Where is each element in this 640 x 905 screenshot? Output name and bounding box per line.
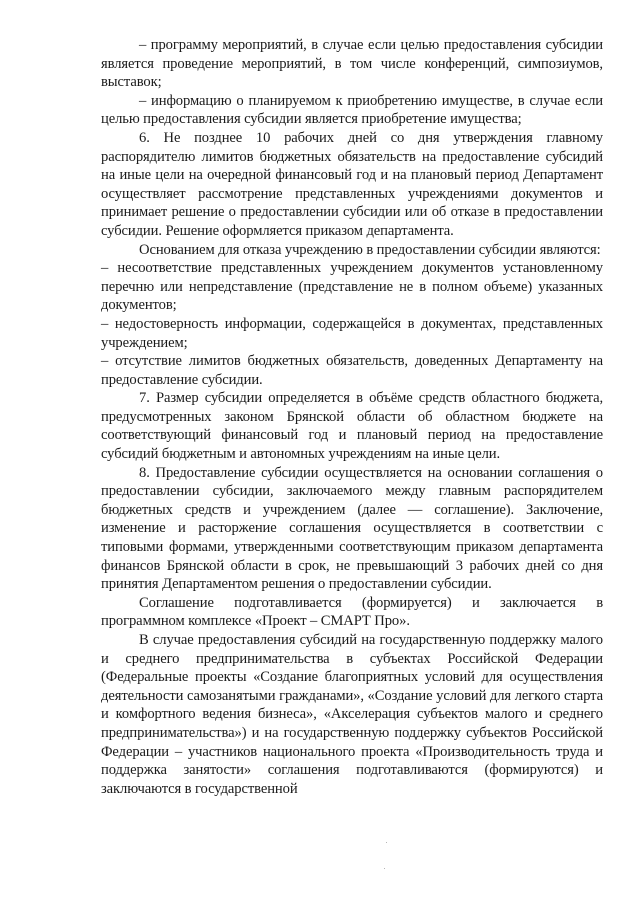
scan-speck xyxy=(386,842,387,843)
paragraph-program: – программу мероприятий, в случае если целью предоставления субсидии является проведение мероприятий, в том числе конференций, симпозиумов, выставок; xyxy=(101,37,603,91)
document-body xyxy=(101,36,603,798)
paragraph-item-7: 7. Размер субсидии определяется в объёме средств областного бюджета, предусмотренных законом Брянской области об областном бюджете на соответствующий финансовый год и плановый период на предоставление субсидий бюджетным и автономных учреждениям на иные цели. xyxy=(101,390,603,463)
list-item-mismatch: – несоответствие представленных учреждением документов установленному перечню или непредставление (представление не в полном объеме) указанных документов; xyxy=(101,260,603,314)
scan-speck xyxy=(384,868,385,869)
paragraph-item-8: 8. Предоставление субсидии осуществляется на основании соглашения о предоставлении субсидии, заключаемого между главным распорядителем бюджетных средств и учреждением (далее — соглашение). Заключение, изменение и расторжение соглашения осуществляется в соответствии с типовыми формами, утвержденными соответствующим приказом департамента финансов Брянской области в срок, не превышающий 3 рабочих дней со дня принятия Департаментом решения о предоставлении субсидии. xyxy=(101,464,603,593)
list-item-no-limits: – отсутствие лимитов бюджетных обязательств, доведенных Департаменту на предоставление субсидии. xyxy=(101,353,603,388)
paragraph-property-info: – информацию о планируемом к приобретению имуществе, в случае если целью предоставления субсидии является приобретение имущества; xyxy=(101,92,603,128)
paragraph-item-6: 6. Не позднее 10 рабочих дней со дня утверждения главному распорядителю лимитов бюджетных обязательств на предоставление субсидий на иные цели на очередной финансовый год и на плановый период Департамент осуществляет рассмотрение представленных учреждениями документов и принимает решение о предоставлении субсидии или об отказе в предоставлении субсидии. Решение оформляется приказом департамента. xyxy=(101,129,603,239)
paragraph-refusal-grounds: Основанием для отказа учреждению в предоставлении субсидии являются: xyxy=(139,241,601,258)
paragraph-sme-support: В случае предоставления субсидий на государственную поддержку малого и среднего предпринимательства в субъектах Российской Федерации (Федеральные проекты «Создание благоприятных условий для осуществления деятельности самозанятыми гражданами», «Создание условий для легкого старта и комфортного ведения бизнеса», «Акселерация субъектов малого и среднего предпринимательства») и на государственную поддержку субъектов Российской Федерации – участников национального проекта «Производительность труда и поддержка занятости» соглашения подготавливаются (формируются) и заключаются в государственной xyxy=(101,632,603,797)
paragraph-agreement-system: Соглашение подготавливается (формируется) и заключается в программном комплексе «Проект – СМАРТ Про». xyxy=(101,594,603,630)
list-item-unreliable-info: – недостоверность информации, содержащейся в документах, представленных учреждением; xyxy=(101,315,603,351)
